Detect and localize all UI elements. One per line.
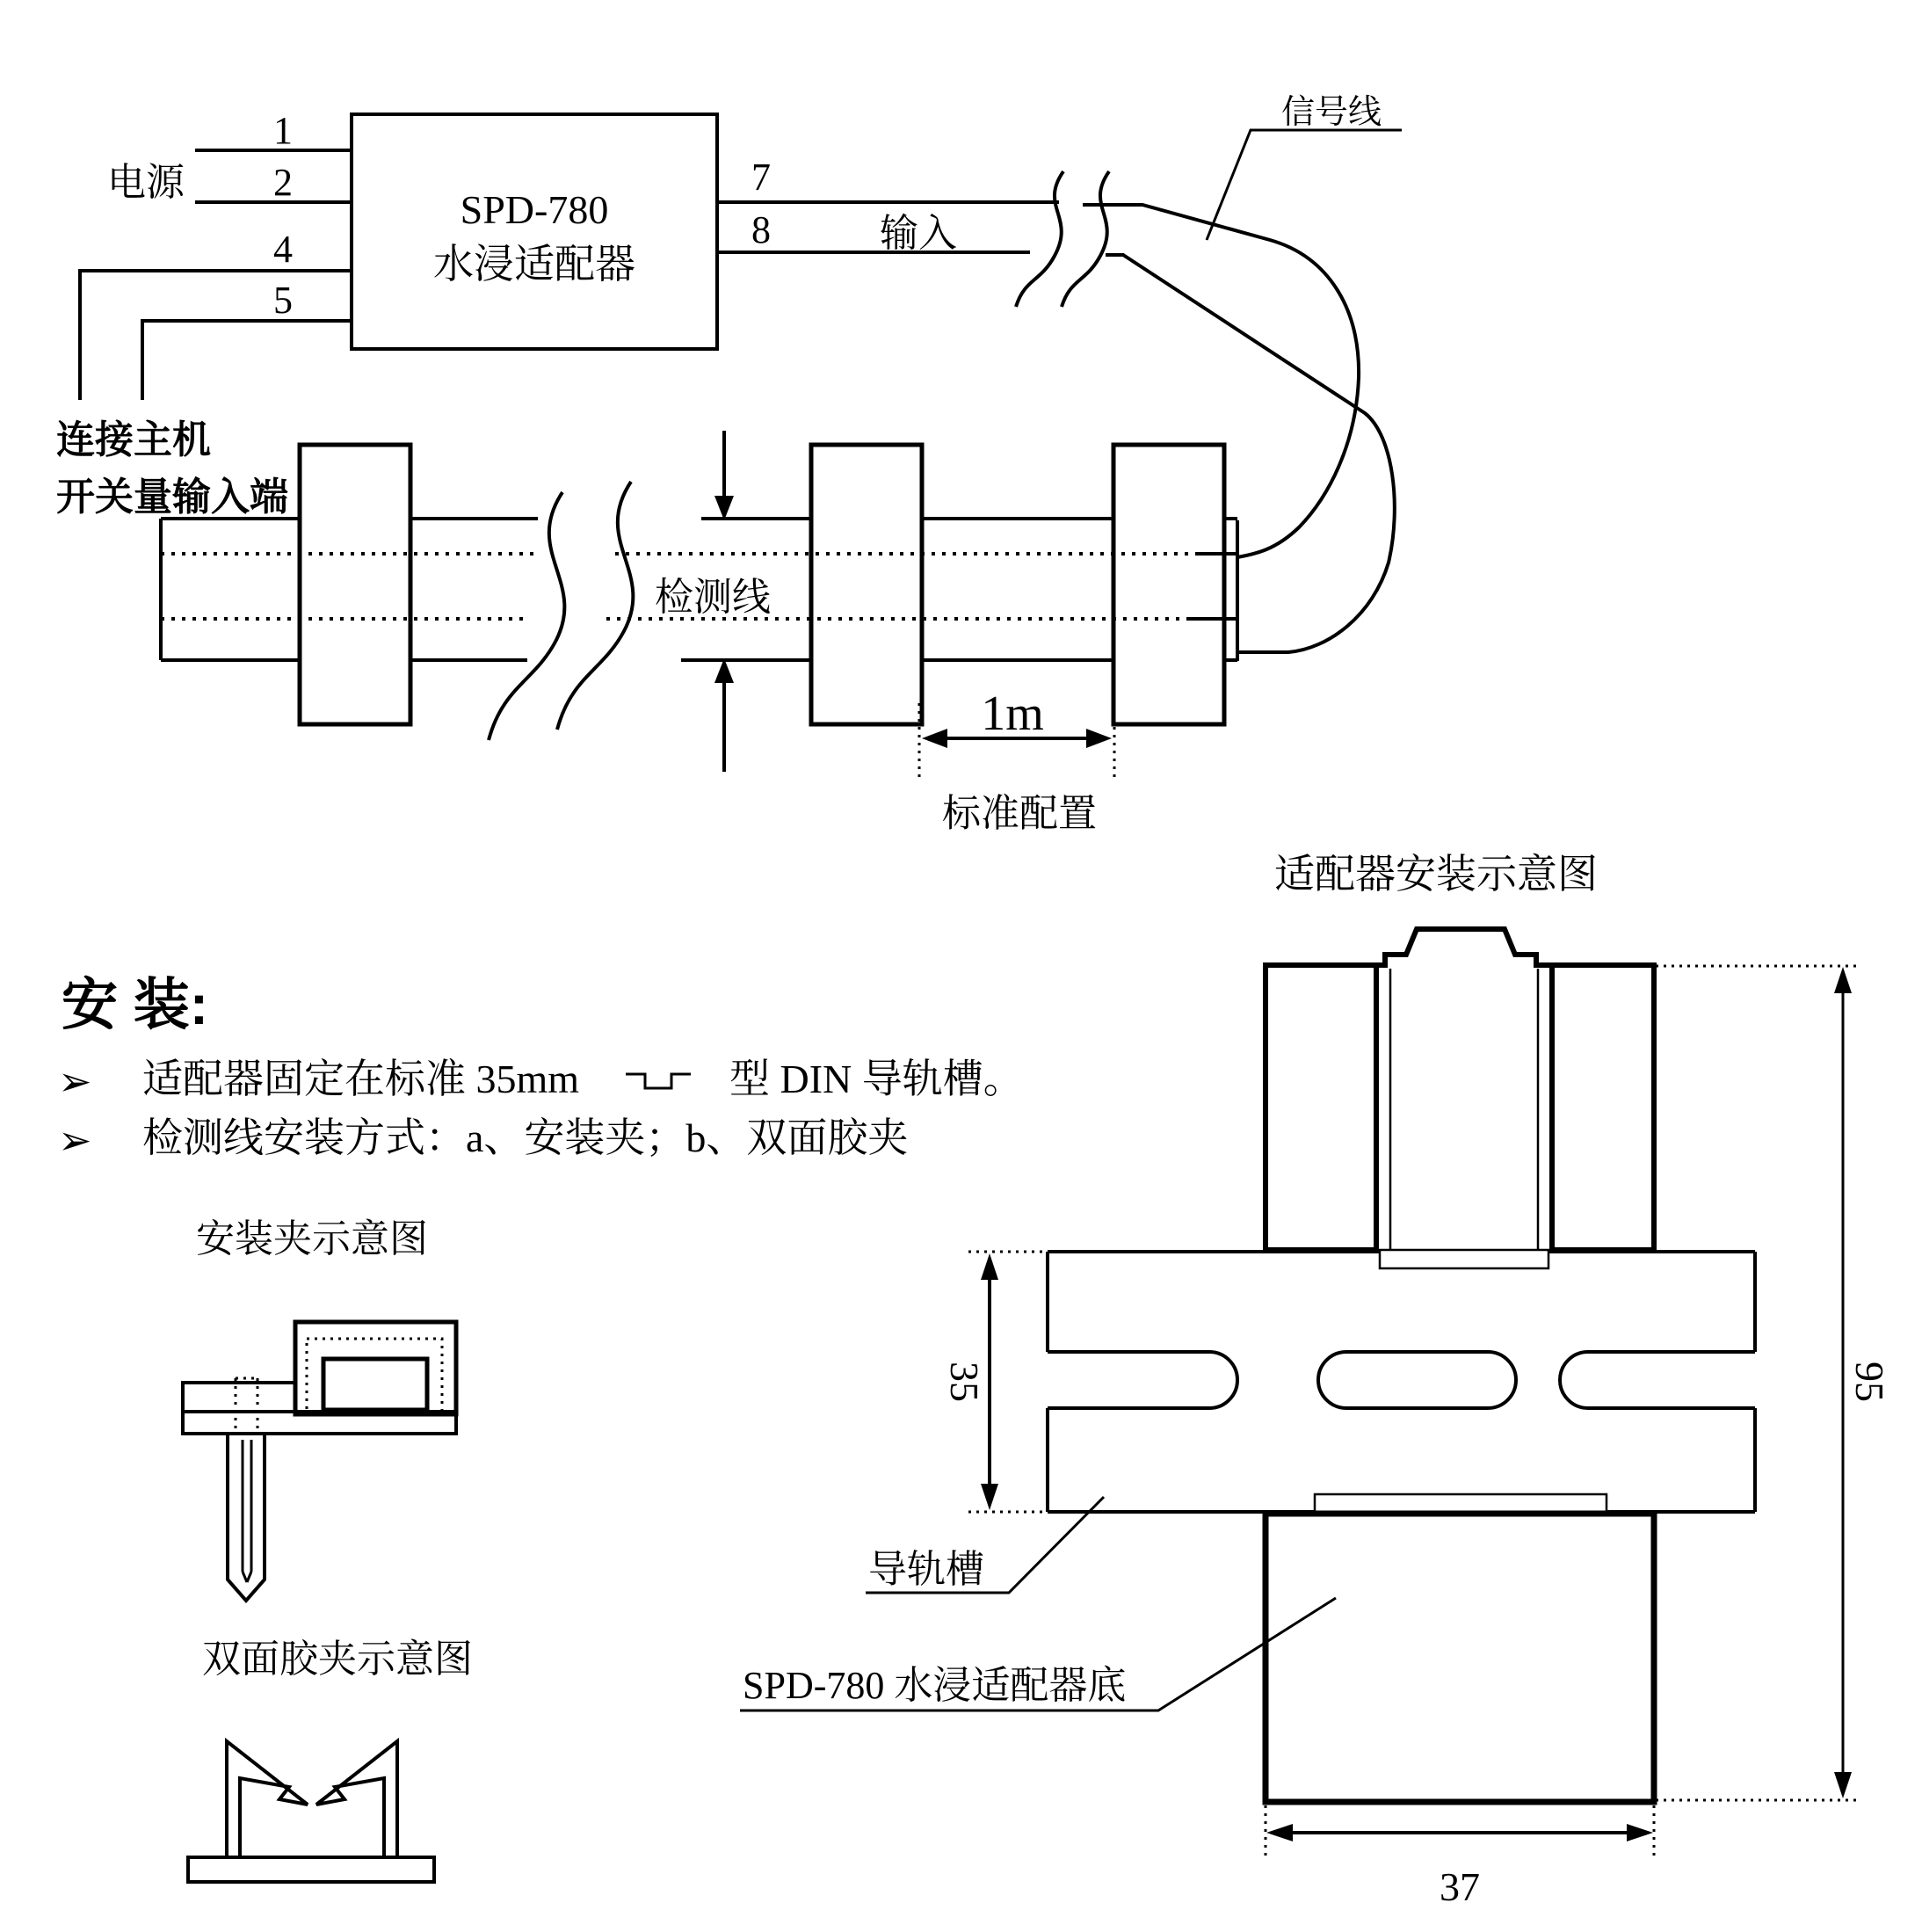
signal-cable-lower-line	[1106, 255, 1395, 652]
dim-35-arrowhead-top	[981, 1253, 998, 1280]
dim-95-arrowhead-bottom	[1834, 1772, 1852, 1798]
cable-pointer-bottom-arrowhead	[714, 658, 734, 683]
signal-line-leader	[1207, 130, 1402, 240]
adhesive-diagram	[188, 1638, 473, 1882]
wire-4	[80, 271, 352, 400]
rail-slot-center	[1318, 1352, 1516, 1408]
adapter-box-name: 水浸适配器	[433, 242, 635, 287]
terminal-1-label: 1	[273, 109, 293, 152]
bullet2-text: 检测线安装方式：a、安装夹；b、双面胶夹	[142, 1115, 909, 1160]
adhesive-diagram-title: 双面胶夹示意图	[202, 1638, 473, 1681]
host-label-line2: 开关量输入端	[56, 476, 288, 519]
install-section	[58, 973, 1024, 1163]
cable-break-curve-right	[557, 482, 633, 730]
install-heading: 安 装:	[62, 973, 209, 1036]
adapter-bottom-label: SPD-780 水浸适配器底	[743, 1664, 1127, 1707]
dim-1m-label: 1m	[981, 686, 1044, 741]
clip-diagram-title: 安装夹示意图	[196, 1217, 428, 1260]
terminal-8-label: 8	[751, 208, 771, 251]
terminal-5-label: 5	[273, 279, 293, 322]
adhesive-clip-right-barb	[316, 1741, 397, 1857]
detect-line-label: 检测线	[655, 576, 771, 619]
dim-37-label: 37	[1440, 1864, 1480, 1909]
wiring-diagram	[56, 94, 1402, 835]
clip-diagram	[183, 1217, 456, 1601]
cable-clamp-3	[1113, 445, 1224, 724]
bullet1-text-before: 适配器固定在标准 35mm	[142, 1057, 580, 1101]
cable-clamp-1	[300, 445, 410, 724]
dimension-95	[1656, 966, 1892, 1800]
rail-slot-left	[1048, 1352, 1237, 1408]
dimension-1m	[919, 686, 1114, 835]
dim-1m-arrowhead-left	[922, 729, 947, 748]
mounting-diagram	[740, 852, 1892, 1909]
cable-core-solid-ends	[1188, 554, 1237, 619]
dim-95-arrowhead-top	[1834, 967, 1852, 993]
adapter-bottom-box	[1266, 1514, 1654, 1802]
clip-screw-slot	[243, 1440, 251, 1582]
dim-37-arrowhead-right	[1627, 1824, 1653, 1841]
clip-body-block	[295, 1322, 456, 1414]
dim-35-arrowhead-bottom	[981, 1484, 998, 1510]
din-rail	[1048, 1252, 1755, 1512]
adapter-top-left-block	[1266, 965, 1376, 1250]
din-rail-profile-icon	[626, 1074, 691, 1088]
cable-clamp-2	[811, 445, 922, 724]
adapter-top-inner-lines	[1390, 969, 1538, 1250]
terminal-4-label: 4	[273, 228, 293, 271]
dimension-35	[942, 1252, 1051, 1512]
adapter-top-right-block	[1552, 965, 1654, 1250]
dim-95-label: 95	[1847, 1362, 1892, 1402]
dim-35-label: 35	[942, 1362, 987, 1402]
terminal-2-label: 2	[273, 161, 293, 204]
cable-pointer-top-arrowhead	[714, 496, 734, 520]
wire-5	[142, 321, 352, 400]
clip-screw-shaft	[228, 1434, 265, 1601]
standard-config-label: 标准配置	[942, 792, 1097, 835]
power-label: 电源	[107, 161, 185, 204]
dimension-37	[1266, 1805, 1654, 1909]
adhesive-clip-left-barb	[227, 1741, 308, 1857]
clip-body-hidden-outline	[307, 1339, 442, 1413]
adapter-top-latch-tab	[1380, 1250, 1548, 1268]
adapter-box-model: SPD-780	[460, 187, 609, 232]
input-label: 输入	[880, 212, 957, 255]
signal-break-curve-right	[1062, 171, 1109, 307]
rail-slot-right	[1560, 1352, 1755, 1408]
host-label-line1: 连接主机	[56, 418, 211, 461]
adhesive-base-plate	[188, 1857, 434, 1882]
bullet1-icon: ➢	[58, 1059, 92, 1104]
signal-line-label: 信号线	[1281, 94, 1382, 131]
mounting-diagram-title: 适配器安装示意图	[1274, 852, 1598, 897]
dim-37-arrowhead-left	[1266, 1824, 1293, 1841]
dim-95-ext-lines	[1656, 966, 1856, 1800]
clip-arm	[183, 1383, 295, 1412]
adapter-top-center-column	[1376, 929, 1552, 1250]
dim-1m-arrowhead-right	[1086, 729, 1112, 748]
rail-label: 导轨槽	[868, 1548, 984, 1591]
cable-break-curve-left	[489, 492, 564, 740]
terminal-7-label: 7	[751, 156, 771, 199]
clip-screw-hidden-lines	[236, 1378, 257, 1434]
clip-cable-slot	[323, 1359, 427, 1410]
bullet1-text-after: 型 DIN 导轨槽。	[729, 1057, 1024, 1101]
bullet2-icon: ➢	[58, 1118, 92, 1163]
signal-break-curve-left	[1016, 171, 1063, 307]
